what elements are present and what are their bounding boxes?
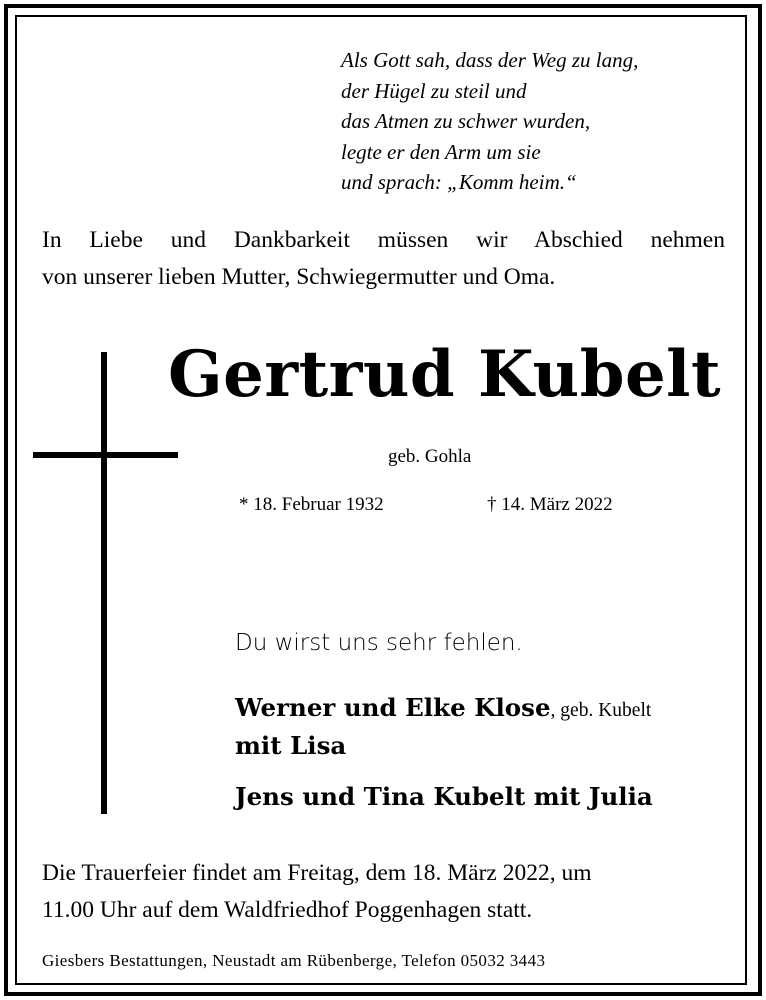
mourner-names: Werner und Elke Klose [235, 693, 551, 722]
funeral-home-footer: Giesbers Bestattungen, Neustadt am Rübenberge, Telefon 05032 3443 [42, 951, 546, 970]
poem-line: das Atmen zu schwer wurden, [341, 109, 591, 133]
maiden-name: geb. Gohla [388, 446, 472, 467]
farewell-text: Du wirst uns sehr fehlen. [235, 630, 523, 656]
poem [341, 45, 638, 198]
mourner-note: , geb. Kubelt [550, 700, 652, 721]
service-line-1: Die Trauerfeier findet am Freitag, dem 18. März 2022, um [42, 860, 592, 886]
poem-line: Als Gott sah, dass der Weg zu lang, [341, 48, 639, 72]
birth-date: * 18. Februar 1932 [239, 494, 384, 515]
cross-icon [101, 352, 107, 814]
mourner-line-1 [235, 693, 651, 722]
deceased-name: Gertrud Kubelt [168, 337, 722, 412]
intro-line-2: von unserer lieben Mutter, Schwiegermutter und Oma. [42, 264, 556, 290]
mourner-line-3: Jens und Tina Kubelt mit Julia [235, 782, 653, 811]
poem-line: der Hügel zu steil und [341, 78, 527, 103]
poem-line: legte er den Arm um sie [341, 139, 541, 164]
intro-line-1: In Liebe und Dankbarkeit müssen wir Abschied nehmen [42, 227, 725, 253]
death-date: † 14. März 2022 [487, 494, 613, 515]
cross-icon-bar [33, 452, 178, 458]
poem-line: und sprach: „Komm heim.“ [341, 170, 577, 194]
mourner-line-2: mit Lisa [235, 731, 347, 760]
service-line-2: 11.00 Uhr auf dem Waldfriedhof Poggenhagen statt. [42, 897, 533, 923]
